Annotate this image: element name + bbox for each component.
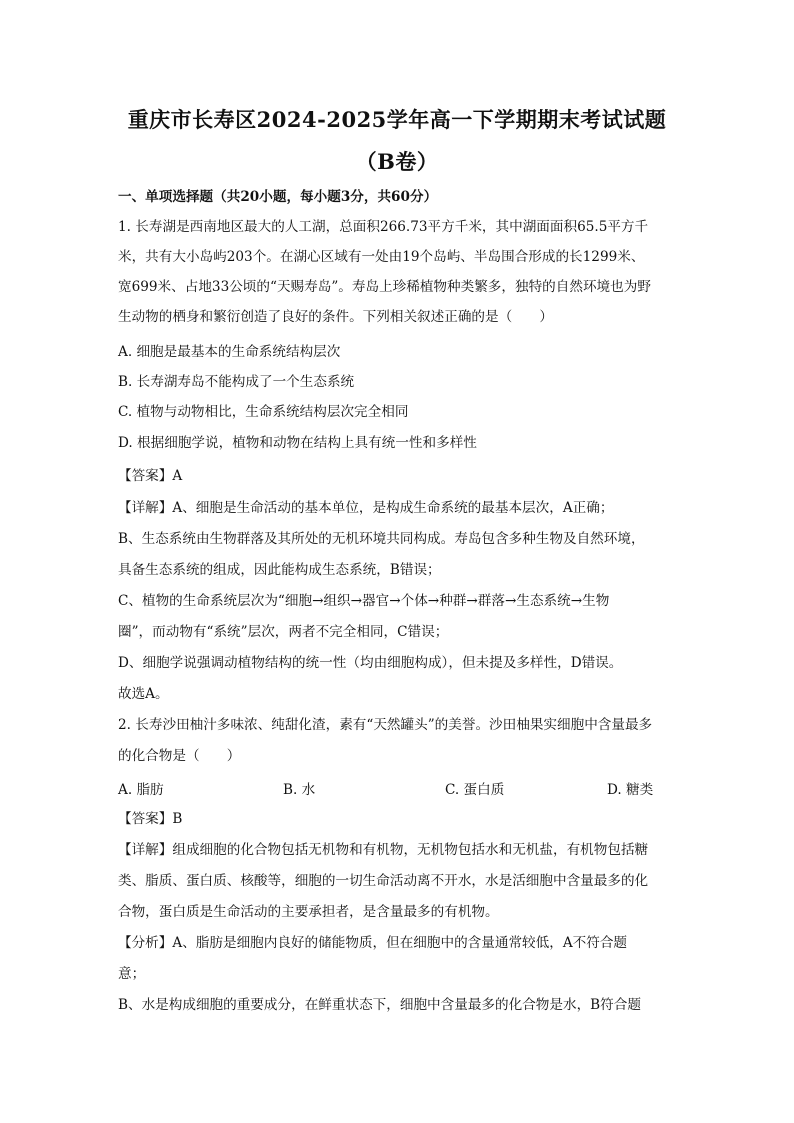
q2-analysis-line: 类、脂质、蛋白质、核酸等，细胞的一切生命活动离不开水，水是活细胞中含量最多的化 xyxy=(118,873,649,889)
q1-option-a: A. 细胞是最基本的生命系统结构层次 xyxy=(118,344,341,360)
q2-options-row xyxy=(118,778,678,796)
q1-analysis-line: 具备生态系统的组成，因此能构成生态系统，B错误； xyxy=(118,562,441,578)
q2-analysis-line: 【详解】组成细胞的化合物包括无机物和有机物，无机物包括水和无机盐，有机物包括糖 xyxy=(118,842,649,858)
q1-option-b: B. 长寿湖寿岛不能构成了一个生态系统 xyxy=(118,374,355,390)
q1-analysis-line: C、植物的生命系统层次为“细胞→组织→器官→个体→种群→群落→生态系统→生物 xyxy=(118,593,610,609)
q2-option-d: D. 糖类 xyxy=(607,782,654,798)
exam-title: 重庆市长寿区2024-2025学年高一下学期期末考试试题 xyxy=(127,107,667,132)
q2-analysis-line: 合物，蛋白质是生命活动的主要承担者，是含量最多的有机物。 xyxy=(118,904,499,920)
q1-stem-line: 生动物的栖身和繁衍创造了良好的条件。下列相关叙述正确的是（ ） xyxy=(118,309,553,325)
q2-stem-line: 2. 长寿沙田柚汁多味浓、纯甜化渣，素有“天然罐头”的美誉。沙田柚果实细胞中含量最多 xyxy=(118,717,653,733)
section-heading: 一、单项选择题（共20小题，每小题3分，共60分） xyxy=(118,189,438,205)
q1-stem-line: 宽699米、占地33公顷的“天赐寿岛”。寿岛上珍稀植物种类繁多，独特的自然环境也为野 xyxy=(118,279,651,295)
q1-option-c: C. 植物与动物相比，生命系统结构层次完全相同 xyxy=(118,404,409,420)
q2-answer: 【答案】B xyxy=(118,811,183,827)
q2-option-a: A. 脂肪 xyxy=(118,782,164,798)
q1-option-d: D. 根据细胞学说，植物和动物在结构上具有统一性和多样性 xyxy=(118,435,477,451)
q1-analysis-line: B、生态系统由生物群落及其所处的无机环境共同构成。寿岛包含多种生物及自然环境， xyxy=(118,531,645,547)
q2-analysis-line: B、水是构成细胞的重要成分，在鲜重状态下，细胞中含量最多的化合物是水，B符合题 xyxy=(118,997,641,1013)
q2-analysis-line: 【分析】A、脂肪是细胞内良好的储能物质，但在细胞中的含量通常较低，A不符合题 xyxy=(118,935,628,951)
q2-stem-line: 的化合物是（ ） xyxy=(118,748,241,764)
q1-stem-line: 1. 长寿湖是西南地区最大的人工湖，总面积266.73平方千米，其中湖面面积65.5平方千 xyxy=(118,219,649,235)
exam-subtitle: （B卷） xyxy=(355,149,439,174)
q2-option-c: C. 蛋白质 xyxy=(445,782,505,798)
q2-analysis-line: 意； xyxy=(118,966,146,982)
q1-conclusion: 故选A。 xyxy=(118,686,169,702)
q2-option-b: B. 水 xyxy=(283,782,316,798)
q1-answer: 【答案】A xyxy=(118,468,183,484)
q1-analysis-line: 【详解】A、细胞是生命活动的基本单位，是构成生命系统的最基本层次，A正确； xyxy=(118,500,614,516)
q1-analysis-line: D、细胞学说强调动植物结构的统一性（均由细胞构成），但未提及多样性，D错误。 xyxy=(118,655,623,671)
q1-stem-line: 米，共有大小岛屿203个。在湖心区域有一处由19个岛屿、半岛围合形成的长1299米、 xyxy=(118,249,645,265)
q1-analysis-line: 圈”，而动物有“系统”层次，两者不完全相同，C错误； xyxy=(118,624,449,640)
